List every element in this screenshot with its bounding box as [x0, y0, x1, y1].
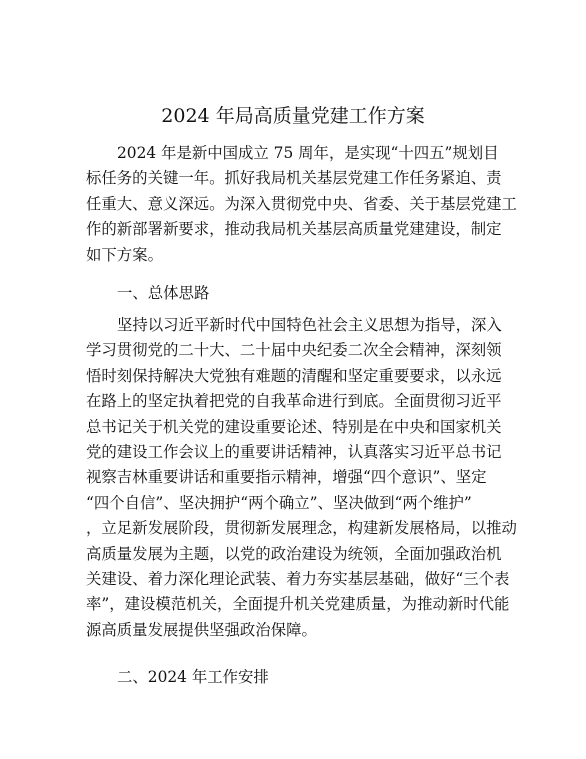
- section1-line: 总书记关于机关党的建设重要论述、特别是在中央和国家机关: [86, 417, 502, 436]
- section1-line: 党的建设工作会议上的重要讲话精神，认真落实习近平总书记: [86, 443, 502, 462]
- section1-paragraph: [86, 313, 517, 643]
- intro-line: 标任务的关键一年。抓好我局机关基层党建工作任务紧迫、责: [86, 169, 502, 188]
- section1-line: 学习贯彻党的二十大、二十届中央纪委二次全会精神，深刻领: [86, 341, 502, 360]
- section1-line: 悟时刻保持解决大党独有难题的清醒和坚定重要要求，以永远: [86, 366, 502, 385]
- intro-line: 2024 年是新中国成立 75 周年，是实现“十四五”规划目: [117, 144, 499, 162]
- intro-line: 作的新部署新要求，推动我局机关基层高质量党建建设，制定: [86, 220, 502, 239]
- section1-line: 源高质量发展提供坚强政治保障。: [86, 620, 317, 639]
- section1-line: 高质量发展为主题，以党的政治建设为统领，全面加强政治机: [86, 544, 502, 563]
- section1-line: 视察吉林重要讲话和重要指示精神，增强“四个意识”、坚定: [86, 468, 487, 487]
- intro-line: 任重大、意义深远。为深入贯彻党中央、省委、关于基层党建工: [86, 194, 517, 213]
- section1-line: 坚持以习近平新时代中国特色社会主义思想为指导，深入: [117, 316, 502, 334]
- section-heading-2024-plan: 二、2024 年工作安排: [117, 668, 269, 686]
- section1-line: 在路上的坚定执着把党的自我革命进行到底。全面贯彻习近平: [86, 392, 502, 411]
- section1-line: ，立足新发展阶段，贯彻新发展理念，构建新发展格局，以推动: [86, 519, 517, 538]
- section1-line: 率”，建设模范机关，全面提升机关党建质量，为推动新时代能: [86, 595, 510, 614]
- intro-line: 如下方案。: [86, 245, 163, 264]
- document-title: 2024 年局高质量党建工作方案: [161, 105, 425, 127]
- intro-paragraph: [86, 141, 517, 268]
- section1-line: “四个自信”、坚决拥护“两个确立”、坚决做到“两个维护”: [86, 493, 472, 512]
- section1-line: 关建设、着力深化理论武装、着力夯实基层基础，做好“三个表: [86, 570, 510, 589]
- section-heading-overall: 一、总体思路: [117, 284, 210, 302]
